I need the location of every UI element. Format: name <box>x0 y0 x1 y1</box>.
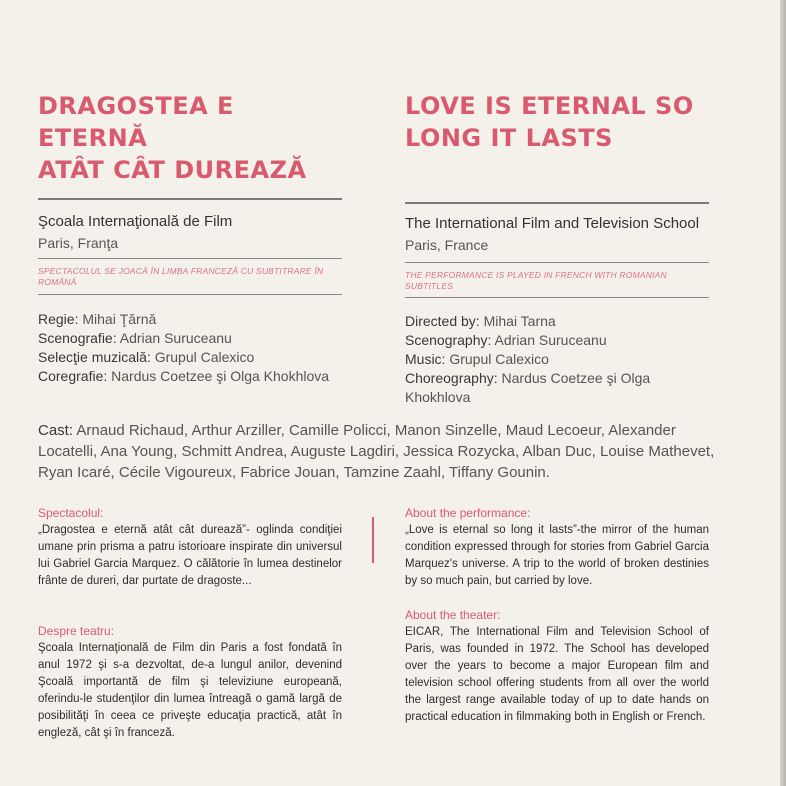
divider-note-bottom-left <box>38 294 342 295</box>
credit-row <box>405 369 705 407</box>
credits-romanian <box>38 310 368 386</box>
credit-label: Choreography: <box>405 370 498 386</box>
title-english <box>405 90 709 154</box>
credit-label: Directed by: <box>405 313 480 329</box>
credit-label: Scenografie: <box>38 330 117 346</box>
credit-label: Coregrafie: <box>38 368 108 384</box>
credit-row <box>405 350 705 369</box>
title-romanian <box>38 90 342 186</box>
heading-about-theater: About the theater: <box>405 608 501 622</box>
credit-value: Grupul Calexico <box>449 351 549 367</box>
credit-row <box>38 348 368 367</box>
heading-spectacolul: Spectacolul: <box>38 506 104 520</box>
credit-value: Grupul Calexico <box>154 349 255 365</box>
divider-top-left <box>38 198 342 200</box>
page-spine-shadow <box>780 0 786 786</box>
cast-label: Cast: <box>38 422 74 439</box>
credit-value: Nardus Coetzee şi Olga Khokhlova <box>111 368 330 384</box>
credit-row <box>38 367 368 386</box>
credit-label: Music: <box>405 351 446 367</box>
cast-list <box>38 420 718 483</box>
school-name-romanian: Şcoala Internaţională de Film <box>38 213 233 230</box>
title-english-line1: LOVE IS ETERNAL SO <box>405 92 694 120</box>
credit-label: Scenography: <box>405 332 492 348</box>
school-name-english: The International Film and Television School <box>405 215 700 232</box>
credit-row <box>38 310 368 329</box>
credit-value: Adrian Suruceanu <box>119 330 232 346</box>
credits-english <box>405 312 705 407</box>
location-english: Paris, France <box>405 237 489 253</box>
location-romanian: Paris, Franţa <box>38 235 119 251</box>
language-note-romanian: SPECTACOLUL SE JOACĂ ÎN LIMBA FRANCEZĂ CU SUBTITRARE ÎN ROMÂNĂ <box>38 266 324 287</box>
credit-row <box>405 312 705 331</box>
credit-value: Adrian Suruceanu <box>494 332 607 348</box>
title-romanian-line1: DRAGOSTEA E ETERNĂ <box>38 92 234 152</box>
title-english-line2: LONG IT LASTS <box>405 124 613 152</box>
credit-row <box>405 331 705 350</box>
title-romanian-line2: ATÂT CÂT DUREAZĂ <box>38 156 307 184</box>
text-despre-teatru: Şcoala Internaţională de Film din Paris a fost fondată în anul 1972 şi s-a dezvoltat, de-a lungul anilor, devenind Şcoală importantă de film şi televiziune europeană, oferindu-le studenţilor din lumea întreagă o gamă largă de posibilităţi în ceea ce priveşte educaţia practică, atât în engleză, cât şi în franceză. <box>38 642 342 739</box>
cast-names: Arnaud Richaud, Arthur Arziller, Camille Policci, Manon Sinzelle, Maud Lecoeur, Alexander Locatelli, Ana Young, Schmitt Andrea, Auguste Lagdiri, Jessica Rozycka, Alban Duc, Louise Mathevet, Ryan Icaré, Cécile Vigoureux, Fabrice Jouan, Tamzine Zaahl, Tiffany Gounin. <box>38 422 715 481</box>
credit-value: Mihai Tarna <box>483 313 556 329</box>
credit-row <box>38 329 368 348</box>
divider-note-top-left <box>38 258 342 259</box>
text-about-theater: EICAR, The International Film and Television School of Paris, was founded in 1972. The School has developed over the years to become a major European film and television school offering students from all over the world the largest range available today of up to date hands on practical education in filmmaking both in English or French. <box>405 626 709 723</box>
text-spectacolul: „Dragostea e eternă atât cât durează”- oglinda condiţiei umane prin prisma a patru istorioare inspirate din universul lui Gabriel Garcia Marquez. O călătorie în lumea destinelor frânte de dureri, dar purtate de dragoste... <box>38 524 342 587</box>
divider-top-right <box>405 202 709 204</box>
credit-label: Selecţie muzicală: <box>38 349 151 365</box>
heading-about-performance: About the performance: <box>405 506 531 520</box>
divider-note-top-right <box>405 262 709 263</box>
credit-value: Nardus Coetzee şi Olga Khokhlova <box>405 370 651 405</box>
heading-despre-teatru: Despre teatru: <box>38 624 115 638</box>
text-about-performance: „Love is eternal so long it lasts”-the mirror of the human condition expressed through for stories from Gabriel Garcia Marquez's universe. A trip to the world of broken destinies by so much pain, but carried by love. <box>405 524 709 587</box>
credit-value: Mihai Ţărnă <box>82 311 157 327</box>
divider-note-bottom-right <box>405 297 709 298</box>
column-accent-line <box>372 517 374 563</box>
credit-label: Regie: <box>38 311 79 327</box>
language-note-english: THE PERFORMANCE IS PLAYED IN FRENCH WITH ROMANIAN SUBTITLES <box>405 270 667 291</box>
